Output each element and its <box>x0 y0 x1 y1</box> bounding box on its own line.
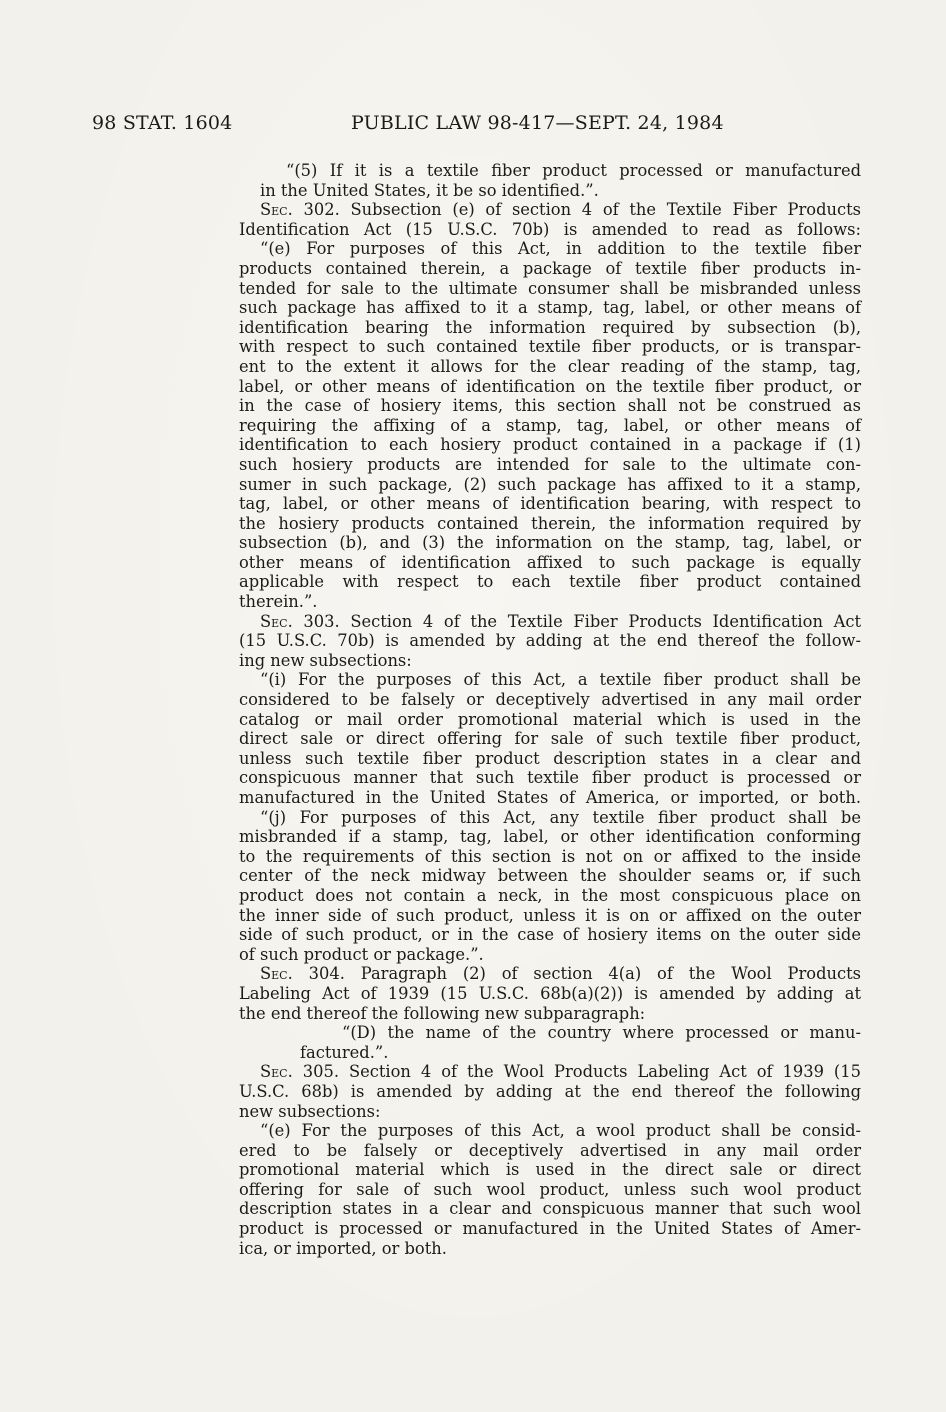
line-text: “(i) For the purposes of this Act, a textile fiber product shall be <box>260 670 861 690</box>
text-line <box>239 435 861 455</box>
text-line <box>239 749 861 769</box>
line-text: “(D) the name of the country where processed or manu- <box>342 1023 861 1043</box>
text-line <box>239 886 861 906</box>
text-line <box>239 768 861 788</box>
law-title: PUBLIC LAW 98-417—SEPT. 24, 1984 <box>351 112 724 134</box>
line-text: “(e) For the purposes of this Act, a wool product shall be consid- <box>260 1121 861 1141</box>
text-line <box>239 710 861 730</box>
line-text: in the case of hosiery items, this section shall not be construed as <box>239 396 861 416</box>
section-abbrev: Sec. <box>260 1062 293 1082</box>
text-line <box>239 866 861 886</box>
line-text: the hosiery products contained therein, the information required by <box>239 513 861 533</box>
line-text: subsection (b), and (3) the information on the stamp, tag, label, or <box>239 533 861 553</box>
text-line <box>239 377 861 397</box>
line-text: the inner side of such product, unless it is on or affixed on the outer <box>239 905 861 925</box>
line-text: ent to the extent it allows for the clear reading of the stamp, tag, <box>239 356 861 376</box>
line-text: applicable with respect to each textile fiber product contained <box>239 572 861 592</box>
line-text: product is processed or manufactured in the United States of Amer- <box>239 1219 861 1239</box>
text-line <box>239 455 861 475</box>
line-text: offering for sale of such wool product, unless such wool product <box>239 1179 861 1199</box>
text-line <box>239 357 861 377</box>
text-line <box>239 670 861 690</box>
section-abbrev: Sec. <box>260 964 293 984</box>
line-text: “(5) If it is a textile fiber product processed or manufactured <box>286 161 861 180</box>
text-line <box>239 572 861 592</box>
text-line <box>239 631 861 651</box>
line-text: other means of identification affixed to such package is equally <box>239 552 861 572</box>
section-heading-line <box>239 1062 861 1082</box>
text-line <box>239 161 861 181</box>
text-line <box>239 690 861 710</box>
text-line <box>239 1043 861 1063</box>
line-text: label, or other means of identification on the textile fiber product, or <box>239 376 861 396</box>
text-line <box>239 925 861 945</box>
text-line <box>239 396 861 416</box>
line-text: with respect to such contained textile fiber products, or is transpar- <box>239 337 861 357</box>
text-line <box>239 533 861 553</box>
line-text: such package has affixed to it a stamp, tag, label, or other means of <box>239 298 861 318</box>
line-text: products contained therein, a package of textile fiber products in- <box>239 258 861 278</box>
line-text: in the United States, it be so identified.”. <box>260 180 599 200</box>
text-line <box>239 259 861 279</box>
line-text: ica, or imported, or both. <box>239 1238 447 1258</box>
page-header <box>92 112 742 142</box>
text-line <box>239 1180 861 1200</box>
line-text: the end thereof the following new subparagraph: <box>239 1003 646 1023</box>
section-abbrev: Sec. <box>260 611 293 631</box>
line-text: conspicuous manner that such textile fiber product is processed or <box>239 768 861 788</box>
line-text: identification bearing the information required by subsection (b), <box>239 317 861 337</box>
line-text: ing new subsections: <box>239 650 412 670</box>
line-text: identification to each hosiery product contained in a package if (1) <box>239 435 861 455</box>
text-line <box>239 808 861 828</box>
line-text: such hosiery products are intended for sale to the ultimate con- <box>239 454 861 474</box>
line-text: 303. Section 4 of the Textile Fiber Products Identification Act <box>292 611 861 631</box>
line-text: description states in a clear and conspicuous manner that such wool <box>239 1199 861 1219</box>
text-line <box>239 318 861 338</box>
line-text: tended for sale to the ultimate consumer shall be misbranded unless <box>239 278 861 298</box>
section-heading-line <box>239 612 861 632</box>
text-line <box>239 651 861 671</box>
text-line <box>239 181 861 201</box>
line-text: to the requirements of this section is not on or affixed to the inside <box>239 846 861 866</box>
text-line <box>239 847 861 867</box>
line-text: product does not contain a neck, in the most conspicuous place on <box>239 885 861 905</box>
line-text: side of such product, or in the case of hosiery items on the outer side <box>239 925 861 945</box>
text-line <box>239 337 861 357</box>
line-text: catalog or mail order promotional material which is used in the <box>239 709 861 729</box>
statute-reference: 98 STAT. 1604 <box>92 112 233 134</box>
body-text <box>239 161 861 1258</box>
line-text: of such product or package.”. <box>239 944 484 964</box>
line-text: unless such textile fiber product description states in a clear and <box>239 748 861 768</box>
line-text: ered to be falsely or deceptively advertised in any mail order <box>239 1140 861 1160</box>
text-line <box>239 553 861 573</box>
text-line <box>239 220 861 240</box>
line-text: “(j) For purposes of this Act, any textile fiber product shall be <box>260 807 861 827</box>
line-text: direct sale or direct offering for sale of such textile fiber product, <box>239 729 861 749</box>
text-line <box>239 906 861 926</box>
line-text: Identification Act (15 U.S.C. 70b) is amended to read as follows: <box>239 219 861 239</box>
text-line <box>239 475 861 495</box>
text-line <box>239 827 861 847</box>
text-line <box>239 1141 861 1161</box>
line-text: 302. Subsection (e) of section 4 of the Textile Fiber Products <box>292 200 861 220</box>
text-line <box>239 1199 861 1219</box>
section-abbrev: Sec. <box>260 200 293 220</box>
line-text: 304. Paragraph (2) of section 4(a) of the Wool Products <box>292 964 861 984</box>
line-text: new subsections: <box>239 1101 381 1121</box>
text-line <box>239 1004 861 1024</box>
line-text: factured.”. <box>300 1042 389 1062</box>
line-text: manufactured in the United States of America, or imported, or both. <box>239 788 861 807</box>
text-line <box>239 298 861 318</box>
text-line <box>239 416 861 436</box>
text-line <box>239 788 861 808</box>
line-text: U.S.C. 68b) is amended by adding at the end thereof the following <box>239 1081 861 1101</box>
text-line <box>239 729 861 749</box>
text-line <box>239 1102 861 1122</box>
text-line <box>239 1239 861 1259</box>
text-line <box>239 592 861 612</box>
text-line <box>239 239 861 259</box>
line-text: (15 U.S.C. 70b) is amended by adding at the end thereof the follow- <box>239 631 861 651</box>
text-line <box>239 984 861 1004</box>
text-line <box>239 1160 861 1180</box>
text-line <box>239 1023 861 1043</box>
section-heading-line <box>239 200 861 220</box>
line-text: Labeling Act of 1939 (15 U.S.C. 68b(a)(2)) is amended by adding at <box>239 983 861 1003</box>
line-text: considered to be falsely or deceptively advertised in any mail order <box>239 690 861 710</box>
text-line <box>239 945 861 965</box>
line-text: center of the neck midway between the shoulder seams or, if such <box>239 866 861 886</box>
text-line <box>239 1082 861 1102</box>
text-line <box>239 494 861 514</box>
section-heading-line <box>239 964 861 984</box>
text-line <box>239 1121 861 1141</box>
line-text: tag, label, or other means of identification bearing, with respect to <box>239 494 861 514</box>
line-text: therein.”. <box>239 592 318 612</box>
line-text: sumer in such package, (2) such package has affixed to it a stamp, <box>239 474 861 494</box>
line-text: “(e) For purposes of this Act, in addition to the textile fiber <box>260 239 861 259</box>
text-line <box>239 1219 861 1239</box>
text-line <box>239 514 861 534</box>
line-text: promotional material which is used in the direct sale or direct <box>239 1160 861 1180</box>
line-text: misbranded if a stamp, tag, label, or other identification conforming <box>239 827 861 847</box>
text-line <box>239 279 861 299</box>
line-text: 305. Section 4 of the Wool Products Labeling Act of 1939 (15 <box>292 1062 861 1082</box>
line-text: requiring the affixing of a stamp, tag, label, or other means of <box>239 415 861 435</box>
